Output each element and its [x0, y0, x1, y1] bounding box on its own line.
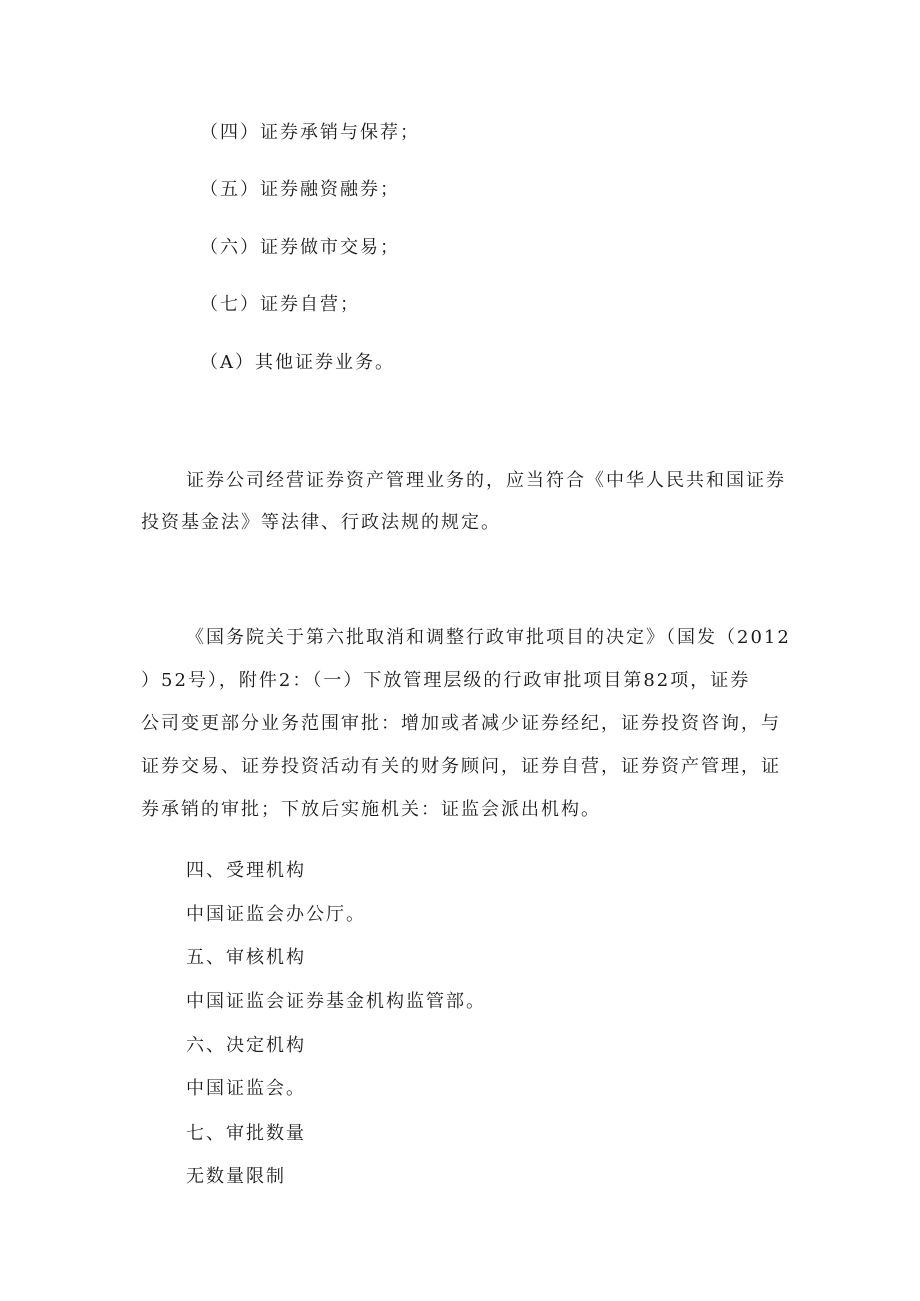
- section-heading-reviewing-body: 五、审核机构: [186, 947, 306, 968]
- list-item-5: （五）证券融资融券；: [200, 179, 400, 200]
- paragraph-state-council-line-2: ）52号），附件2：（一）下放管理层级的行政审批项目第82项，证券: [141, 670, 751, 691]
- paragraph-asset-management-line-2: 投资基金法》等法律、行政法规的规定。: [141, 512, 501, 533]
- paragraph-state-council-line-3: 公司变更部分业务范围审批：增加或者减少证券经纪，证券投资咨询，与: [141, 713, 781, 734]
- section-content-deciding-body: 中国证监会。: [186, 1078, 306, 1099]
- section-heading-accepting-body: 四、受理机构: [186, 860, 306, 881]
- list-item-8: （A）其他证券业务。: [200, 352, 395, 373]
- list-item-7: （七）证券自营；: [200, 294, 360, 315]
- paragraph-state-council-line-5: 券承销的审批；下放后实施机关：证监会派出机构。: [141, 799, 601, 820]
- section-heading-approval-quantity: 七、审批数量: [186, 1123, 306, 1144]
- paragraph-state-council-line-1: 《国务院关于第六批取消和调整行政审批项目的决定》（国发（2012: [186, 627, 791, 648]
- paragraph-asset-management-line-1: 证券公司经营证券资产管理业务的，应当符合《中华人民共和国证券: [186, 470, 786, 491]
- paragraph-state-council-line-4: 证券交易、证券投资活动有关的财务顾问，证券自营，证券资产管理，证: [141, 756, 781, 777]
- section-content-accepting-body: 中国证监会办公厅。: [186, 904, 366, 925]
- section-content-approval-quantity: 无数量限制: [186, 1166, 286, 1187]
- list-item-4: （四）证券承销与保荐；: [200, 122, 420, 143]
- section-heading-deciding-body: 六、决定机构: [186, 1035, 306, 1056]
- section-content-reviewing-body: 中国证监会证券基金机构监管部。: [186, 991, 486, 1012]
- list-item-6: （六）证券做市交易；: [200, 237, 400, 258]
